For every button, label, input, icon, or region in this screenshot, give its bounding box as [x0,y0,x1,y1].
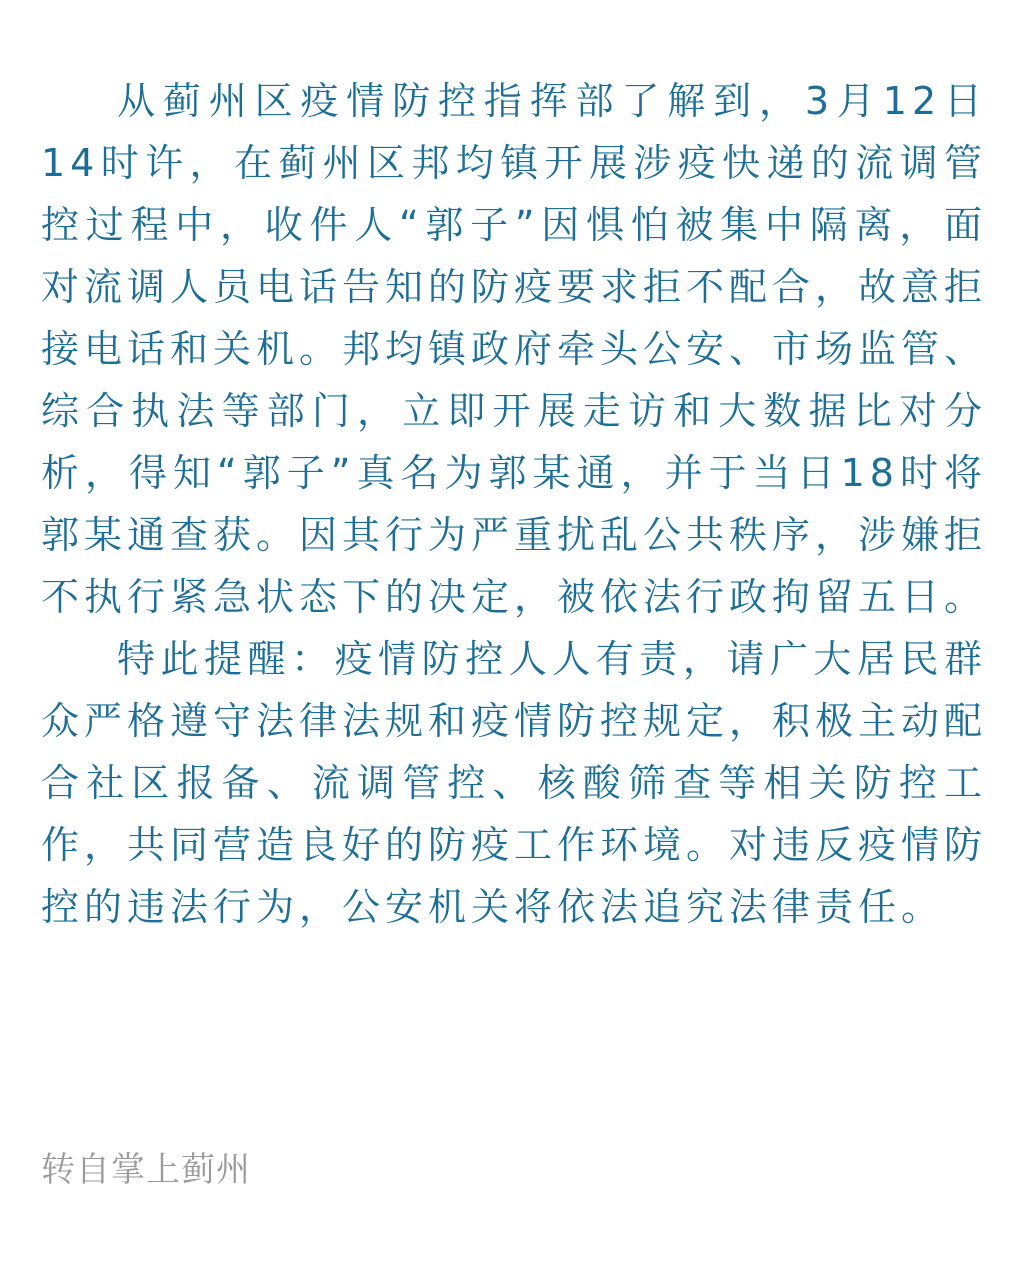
article-paragraph-1: 从蓟州区疫情防控指挥部了解到，3月12日14时许，在蓟州区邦均镇开展涉疫快递的流调管控过程中，收件人“郭子”因惧怕被集中隔离，面对流调人员电话告知的防疫要求拒不配合，故意拒接电话和关机。邦均镇政府牵头公安、市场监管、综合执法等部门，立即开展走访和大数据比对分析，得知“郭子”真名为郭某通，并于当日18时将郭某通查获。因其行为严重扰乱公共秩序，涉嫌拒不执行紧急状态下的决定，被依法行政拘留五日。 [41,79,988,619]
article-body [41,70,987,938]
source-attribution: 转自掌上蓟州 [41,1150,251,1190]
article-paragraph-2: 特此提醒：疫情防控人人有责，请广大居民群众严格遵守法律法规和疫情防控规定，积极主动配合社区报备、流调管控、核酸筛查等相关防控工作，共同营造良好的防疫工作环境。对违反疫情防控的违法行为，公安机关将依法追究法律责任。 [41,637,988,929]
